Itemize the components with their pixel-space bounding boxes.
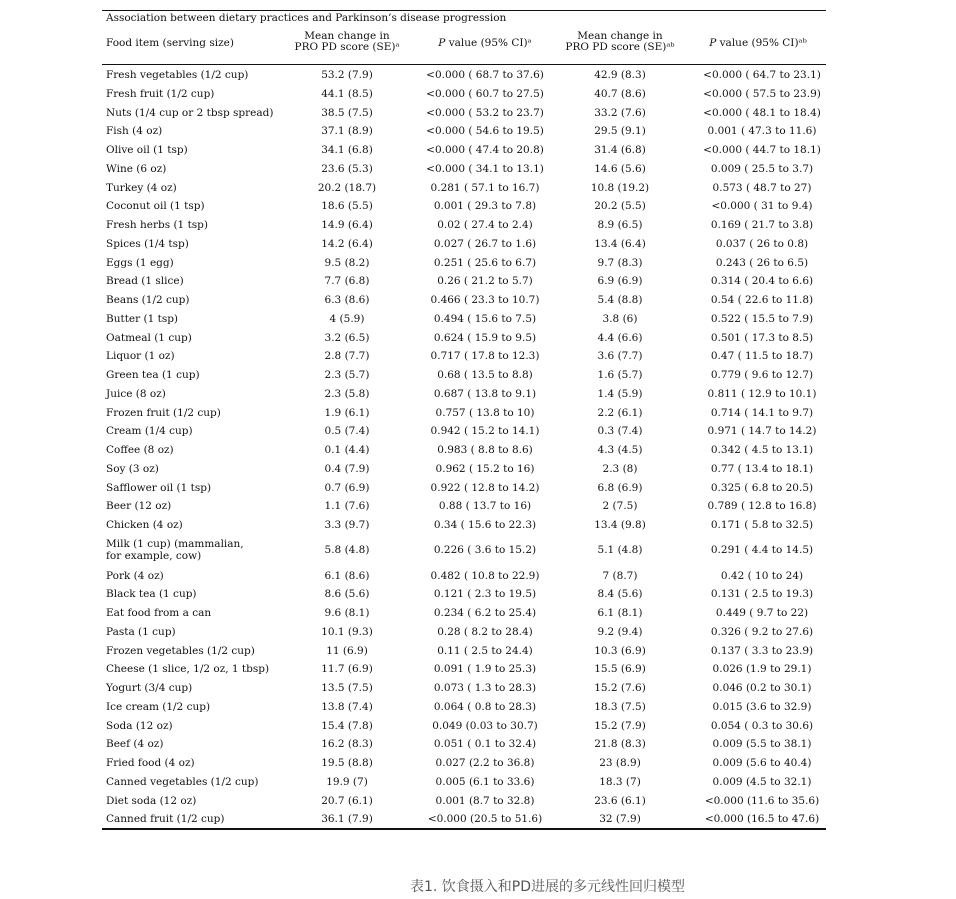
mean-change-adjusted-cell: 10.3 (6.9): [594, 644, 646, 657]
table-row: [102, 589, 826, 607]
p-value-cell: 0.28 ( 8.2 to 28.4): [437, 625, 533, 638]
table-row: [102, 777, 826, 795]
p-value-adjusted-cell: 0.137 ( 3.3 to 23.9): [710, 644, 814, 657]
table-row: [102, 126, 826, 144]
table-row: [102, 608, 826, 626]
mean-change-cell: 19.5 (8.8): [321, 757, 373, 769]
food-cell: Fish (4 oz): [106, 125, 163, 138]
p-value-cell: 0.02 ( 27.4 to 2.4): [437, 219, 533, 231]
table-row: [102, 239, 826, 257]
mean-change-cell: 1.1 (7.6): [324, 500, 370, 513]
p-value-adjusted-cell: 0.573 ( 48.7 to 27): [712, 181, 812, 194]
food-cell: Cheese (1 slice, 1/2 oz, 1 tbsp): [106, 663, 270, 676]
p-value-adjusted-cell: 0.326 ( 9.2 to 27.6): [710, 625, 814, 638]
mean-change-adjusted-cell: 5.4 (8.8): [597, 294, 643, 306]
food-cell: Beef (4 oz): [106, 738, 164, 751]
food-cell: Soy (3 oz): [106, 462, 159, 475]
p-value-adjusted-cell: 0.243 ( 26 to 6.5): [715, 256, 809, 269]
table-row: [102, 145, 826, 163]
food-cell: Pasta (1 cup): [106, 625, 176, 638]
table-row: [102, 683, 826, 701]
table-row: [102, 483, 826, 501]
p-value-cell: 0.922 ( 12.8 to 14.2): [430, 481, 540, 494]
food-cell: Pork (4 oz): [106, 569, 164, 582]
p-value-cell: 0.26 ( 21.2 to 5.7): [437, 275, 533, 288]
header-mean-change-1-line1: Mean change in: [304, 30, 390, 42]
mean-change-adjusted-cell: 2.2 (6.1): [597, 406, 643, 419]
food-cell: Spices (1/4 tsp): [106, 237, 189, 250]
table-row: [102, 89, 826, 107]
food-cell: Yogurt (3/4 cup): [106, 682, 193, 694]
p-value-adjusted-cell: 0.015 (3.6 to 32.9): [712, 700, 812, 713]
food-cell: Fried food (4 oz): [106, 757, 195, 769]
mean-change-cell: 20.2 (18.7): [317, 181, 377, 194]
p-value-adjusted-cell: 0.046 (0.2 to 30.1): [712, 682, 812, 694]
table-row: [102, 276, 826, 294]
p-value-cell: 0.121 ( 2.3 to 19.5): [433, 588, 537, 601]
p-value-adjusted-cell: 0.009 (5.5 to 38.1): [712, 738, 812, 751]
mean-change-cell: 6.3 (8.6): [324, 294, 370, 306]
table-top-rule: [102, 10, 826, 11]
table-header-rule: [102, 64, 826, 65]
p-value-adjusted-cell: 0.009 (4.5 to 32.1): [712, 775, 812, 788]
mean-change-cell: 4 (5.9): [329, 312, 365, 325]
header-mean-change-2-line2: PRO PD score (SE)ᵃᵇ: [565, 41, 675, 53]
food-cell: Cream (1/4 cup): [106, 425, 193, 438]
food-cell: Green tea (1 cup): [106, 369, 200, 381]
mean-change-cell: 19.9 (7): [326, 775, 368, 788]
table-row: [102, 426, 826, 444]
mean-change-adjusted-cell: 3.8 (6): [602, 312, 638, 325]
food-cell: Fresh fruit (1/2 cup): [106, 87, 215, 100]
table-row: [102, 520, 826, 538]
food-cell: Frozen fruit (1/2 cup): [106, 406, 221, 419]
food-cell: Frozen vegetables (1/2 cup): [106, 644, 255, 657]
food-cell: Fresh vegetables (1/2 cup): [106, 69, 249, 81]
food-cell: Eggs (1 egg): [106, 256, 174, 269]
p-value-cell: 0.687 ( 13.8 to 9.1): [433, 387, 537, 400]
mean-change-cell: 3.2 (6.5): [324, 331, 370, 344]
mean-change-adjusted-cell: 32 (7.9): [599, 813, 641, 826]
food-cell: Soda (12 oz): [106, 719, 173, 732]
table-row: [102, 258, 826, 276]
p-value-adjusted-cell: 0.522 ( 15.5 to 7.9): [710, 312, 814, 325]
table-row: [102, 702, 826, 720]
mean-change-cell: 14.2 (6.4): [321, 237, 373, 250]
mean-change-cell: 5.8 (4.8): [324, 543, 370, 556]
p-value-adjusted-cell: 0.501 ( 17.3 to 8.5): [710, 331, 814, 344]
food-cell: Liquor (1 oz): [106, 350, 175, 363]
mean-change-adjusted-cell: 18.3 (7.5): [594, 700, 646, 713]
mean-change-adjusted-cell: 15.2 (7.6): [594, 682, 646, 694]
mean-change-cell: 2.3 (5.8): [324, 387, 370, 400]
table-row: [102, 739, 826, 757]
table-caption: 表1. 饮食摄入和PD进展的多元线性回归模型: [410, 879, 686, 895]
mean-change-cell: 6.1 (8.6): [324, 569, 370, 582]
table-row: [102, 295, 826, 313]
mean-change-adjusted-cell: 33.2 (7.6): [594, 106, 646, 119]
p-value-adjusted-cell: <0.000 ( 44.7 to 18.1): [703, 144, 821, 156]
mean-change-cell: 9.6 (8.1): [324, 607, 370, 619]
mean-change-adjusted-cell: 14.6 (5.6): [594, 162, 646, 175]
mean-change-cell: 0.5 (7.4): [324, 425, 370, 438]
food-cell: Diet soda (12 oz): [106, 794, 197, 807]
mean-change-cell: 37.1 (8.9): [321, 125, 373, 138]
table-row: [102, 408, 826, 426]
table-row: [102, 314, 826, 332]
header-p-value-2: [698, 38, 818, 49]
p-value-cell: 0.68 ( 13.5 to 8.8): [437, 369, 533, 381]
food-cell: Wine (6 oz): [106, 162, 167, 175]
header-p-letter-2: P: [709, 37, 717, 49]
p-value-cell: 0.234 ( 6.2 to 25.4): [433, 607, 537, 619]
header-mean-change-2-line1: Mean change in: [577, 30, 663, 42]
mean-change-adjusted-cell: 18.3 (7): [599, 775, 641, 788]
p-value-adjusted-cell: <0.000 (16.5 to 47.6): [704, 813, 820, 826]
mean-change-cell: 8.6 (5.6): [324, 588, 370, 601]
table-row: [102, 370, 826, 388]
p-value-cell: 0.051 ( 0.1 to 32.4): [433, 738, 537, 751]
table-row: [102, 164, 826, 182]
p-value-cell: 0.11 ( 2.5 to 24.4): [437, 644, 533, 657]
p-value-adjusted-cell: 0.001 ( 47.3 to 11.6): [707, 125, 817, 138]
mean-change-adjusted-cell: 8.4 (5.6): [597, 588, 643, 601]
mean-change-adjusted-cell: 42.9 (8.3): [594, 69, 646, 81]
mean-change-adjusted-cell: 9.2 (9.4): [597, 625, 643, 638]
table-row: [102, 351, 826, 369]
table-row: [102, 537, 826, 562]
p-value-adjusted-cell: <0.000 (11.6 to 35.6): [704, 794, 820, 807]
mean-change-cell: 7.7 (6.8): [324, 275, 370, 288]
table-row: [102, 501, 826, 519]
p-value-cell: 0.027 (2.2 to 36.8): [435, 757, 535, 769]
mean-change-cell: 15.4 (7.8): [321, 719, 373, 732]
mean-change-cell: 34.1 (6.8): [321, 144, 373, 156]
p-value-cell: 0.091 ( 1.9 to 25.3): [433, 663, 537, 676]
p-value-adjusted-cell: 0.714 ( 14.1 to 9.7): [710, 406, 814, 419]
food-cell: Ice cream (1/2 cup): [106, 700, 211, 713]
mean-change-adjusted-cell: 1.4 (5.9): [597, 387, 643, 400]
food-cell: Oatmeal (1 cup): [106, 331, 192, 344]
mean-change-adjusted-cell: 31.4 (6.8): [594, 144, 646, 156]
p-value-adjusted-cell: 0.342 ( 4.5 to 13.1): [710, 444, 814, 456]
food-cell: Bread (1 slice): [106, 275, 184, 288]
p-value-cell: 0.049 (0.03 to 30.7): [432, 719, 538, 732]
table-row: [102, 571, 826, 589]
food-cell-line2: for example, cow): [106, 549, 202, 562]
table-row: [102, 201, 826, 219]
mean-change-adjusted-cell: 2.3 (8): [602, 462, 638, 475]
food-cell: Canned fruit (1/2 cup): [106, 813, 225, 826]
table-row: [102, 333, 826, 351]
p-value-cell: 0.226 ( 3.6 to 15.2): [433, 543, 537, 556]
p-value-adjusted-cell: 0.169 ( 21.7 to 3.8): [710, 219, 814, 231]
p-value-adjusted-cell: <0.000 ( 57.5 to 23.9): [703, 87, 821, 100]
header-mean-change-1-line2: PRO PD score (SE)ᵃ: [294, 41, 400, 53]
p-value-cell: 0.064 ( 0.8 to 28.3): [433, 700, 537, 713]
mean-change-cell: 1.9 (6.1): [324, 406, 370, 419]
table-row: [102, 70, 826, 88]
mean-change-cell: 0.1 (4.4): [324, 444, 370, 456]
p-value-cell: <0.000 ( 68.7 to 37.6): [426, 69, 544, 81]
p-value-adjusted-cell: 0.009 ( 25.5 to 3.7): [710, 162, 814, 175]
mean-change-cell: 13.8 (7.4): [321, 700, 373, 713]
food-cell: Coconut oil (1 tsp): [106, 200, 205, 213]
mean-change-cell: 20.7 (6.1): [321, 794, 373, 807]
table-row: [102, 796, 826, 814]
mean-change-adjusted-cell: 9.7 (8.3): [597, 256, 643, 269]
p-value-adjusted-cell: 0.171 ( 5.8 to 32.5): [710, 519, 814, 531]
header-p-value-1-text: value (95% CI)ᵃ: [448, 37, 532, 49]
mean-change-adjusted-cell: 23.6 (6.1): [594, 794, 646, 807]
food-cell: Eat food from a can: [106, 607, 212, 619]
food-cell: Beans (1/2 cup): [106, 294, 190, 306]
table-row: [102, 445, 826, 463]
mean-change-cell: 10.1 (9.3): [321, 625, 373, 638]
p-value-cell: <0.000 ( 34.1 to 13.1): [426, 162, 544, 175]
header-mean-change-2: [560, 31, 680, 53]
p-value-cell: 0.983 ( 8.8 to 8.6): [437, 444, 533, 456]
table-row: [102, 646, 826, 664]
mean-change-adjusted-cell: 4.4 (6.6): [597, 331, 643, 344]
mean-change-adjusted-cell: 13.4 (6.4): [594, 237, 646, 250]
mean-change-adjusted-cell: 5.1 (4.8): [597, 543, 643, 556]
mean-change-cell: 16.2 (8.3): [321, 738, 373, 751]
p-value-cell: 0.005 (6.1 to 33.6): [435, 775, 535, 788]
mean-change-cell: 2.8 (7.7): [324, 350, 370, 363]
p-value-cell: 0.757 ( 13.8 to 10): [435, 406, 535, 419]
p-value-adjusted-cell: 0.291 ( 4.4 to 14.5): [710, 543, 814, 556]
mean-change-cell: 11.7 (6.9): [321, 663, 373, 676]
mean-change-adjusted-cell: 10.8 (19.2): [590, 181, 650, 194]
p-value-adjusted-cell: 0.42 ( 10 to 24): [720, 569, 804, 582]
p-value-adjusted-cell: 0.026 (1.9 to 29.1): [712, 663, 812, 676]
table-row: [102, 664, 826, 682]
p-value-adjusted-cell: 0.009 (5.6 to 40.4): [712, 757, 812, 769]
p-value-adjusted-cell: <0.000 ( 64.7 to 23.1): [703, 69, 821, 81]
p-value-cell: 0.962 ( 15.2 to 16): [435, 462, 535, 475]
mean-change-adjusted-cell: 21.8 (8.3): [594, 738, 646, 751]
food-cell: Milk (1 cup) (mammalian,: [106, 537, 244, 550]
food-cell: Butter (1 tsp): [106, 312, 179, 325]
p-value-adjusted-cell: 0.971 ( 14.7 to 14.2): [707, 425, 817, 438]
food-cell: Safflower oil (1 tsp): [106, 481, 212, 494]
table-row: [102, 721, 826, 739]
p-value-cell: 0.34 ( 15.6 to 22.3): [433, 519, 537, 531]
food-cell: Black tea (1 cup): [106, 588, 197, 601]
p-value-cell: <0.000 ( 60.7 to 27.5): [426, 87, 544, 100]
food-cell: Olive oil (1 tsp): [106, 144, 188, 156]
mean-change-adjusted-cell: 2 (7.5): [602, 500, 638, 513]
p-value-adjusted-cell: 0.325 ( 6.8 to 20.5): [710, 481, 814, 494]
header-mean-change-1: [287, 31, 407, 53]
p-value-cell: 0.466 ( 23.3 to 10.7): [430, 294, 540, 306]
mean-change-adjusted-cell: 13.4 (9.8): [594, 519, 646, 531]
mean-change-adjusted-cell: 6.1 (8.1): [597, 607, 643, 619]
table-row: [102, 758, 826, 776]
mean-change-cell: 0.7 (6.9): [324, 481, 370, 494]
p-value-adjusted-cell: 0.449 ( 9.7 to 22): [715, 607, 809, 619]
mean-change-cell: 13.5 (7.5): [321, 682, 373, 694]
mean-change-cell: 11 (6.9): [326, 644, 368, 657]
p-value-adjusted-cell: <0.000 ( 48.1 to 18.4): [703, 106, 821, 119]
p-value-adjusted-cell: 0.131 ( 2.5 to 19.3): [710, 588, 814, 601]
mean-change-adjusted-cell: 4.3 (4.5): [597, 444, 643, 456]
mean-change-cell: 0.4 (7.9): [324, 462, 370, 475]
p-value-cell: 0.88 ( 13.7 to 16): [438, 500, 532, 513]
table-row: [102, 108, 826, 126]
header-food-item: Food item (serving size): [106, 37, 234, 49]
p-value-cell: 0.073 ( 1.3 to 28.3): [433, 682, 537, 694]
mean-change-adjusted-cell: 15.2 (7.9): [594, 719, 646, 732]
food-cell: Nuts (1/4 cup or 2 tbsp spread): [106, 106, 274, 119]
mean-change-adjusted-cell: 1.6 (5.7): [597, 369, 643, 381]
table-row: [102, 464, 826, 482]
table-title: Association between dietary practices and Parkinson’s disease progression: [106, 12, 507, 24]
p-value-cell: <0.000 ( 54.6 to 19.5): [426, 125, 544, 138]
mean-change-cell: 14.9 (6.4): [321, 219, 373, 231]
p-value-cell: <0.000 (20.5 to 51.6): [427, 813, 543, 826]
p-value-cell: 0.027 ( 26.7 to 1.6): [433, 237, 537, 250]
p-value-adjusted-cell: 0.037 ( 26 to 0.8): [715, 237, 809, 250]
mean-change-cell: 36.1 (7.9): [321, 813, 373, 826]
mean-change-cell: 44.1 (8.5): [321, 87, 373, 100]
mean-change-cell: 23.6 (5.3): [321, 162, 373, 175]
food-cell: Canned vegetables (1/2 cup): [106, 775, 259, 788]
p-value-adjusted-cell: 0.789 ( 12.8 to 16.8): [707, 500, 817, 513]
p-value-cell: 0.482 ( 10.8 to 22.9): [430, 569, 540, 582]
mean-change-adjusted-cell: 23 (8.9): [599, 757, 641, 769]
p-value-cell: 0.251 ( 25.6 to 6.7): [433, 256, 537, 269]
header-p-value-2-text: value (95% CI)ᵃᵇ: [719, 37, 807, 49]
p-value-cell: 0.281 ( 57.1 to 16.7): [430, 181, 540, 194]
mean-change-adjusted-cell: 7 (8.7): [602, 569, 638, 582]
mean-change-cell: 18.6 (5.5): [321, 200, 373, 213]
p-value-cell: 0.942 ( 15.2 to 14.1): [430, 425, 540, 438]
p-value-adjusted-cell: 0.054 ( 0.3 to 30.6): [710, 719, 814, 732]
food-cell: Fresh herbs (1 tsp): [106, 219, 208, 231]
mean-change-cell: 53.2 (7.9): [321, 69, 373, 81]
mean-change-adjusted-cell: 20.2 (5.5): [594, 200, 646, 213]
table-row: [102, 627, 826, 645]
mean-change-adjusted-cell: 40.7 (8.6): [594, 87, 646, 100]
p-value-cell: 0.624 ( 15.9 to 9.5): [433, 331, 537, 344]
mean-change-adjusted-cell: 15.5 (6.9): [594, 663, 646, 676]
mean-change-cell: 9.5 (8.2): [324, 256, 370, 269]
mean-change-adjusted-cell: 8.9 (6.5): [597, 219, 643, 231]
mean-change-cell: 3.3 (9.7): [324, 519, 370, 531]
mean-change-adjusted-cell: 3.6 (7.7): [597, 350, 643, 363]
p-value-cell: 0.001 ( 29.3 to 7.8): [433, 200, 537, 213]
mean-change-adjusted-cell: 0.3 (7.4): [597, 425, 643, 438]
mean-change-adjusted-cell: 6.9 (6.9): [597, 275, 643, 288]
food-cell: Chicken (4 oz): [106, 519, 183, 531]
p-value-adjusted-cell: 0.314 ( 20.4 to 6.6): [710, 275, 814, 288]
p-value-cell: 0.494 ( 15.6 to 7.5): [433, 312, 537, 325]
header-p-value-1: [430, 38, 540, 49]
p-value-adjusted-cell: <0.000 ( 31 to 9.4): [711, 200, 813, 213]
food-cell: Turkey (4 oz): [106, 181, 177, 194]
p-value-adjusted-cell: 0.77 ( 13.4 to 18.1): [710, 462, 814, 475]
table-bottom-rule: [102, 828, 826, 830]
p-value-adjusted-cell: 0.779 ( 9.6 to 12.7): [710, 369, 814, 381]
p-value-cell: 0.001 (8.7 to 32.8): [435, 794, 535, 807]
mean-change-adjusted-cell: 29.5 (9.1): [594, 125, 646, 138]
table-row: [102, 220, 826, 238]
header-p-letter-1: P: [438, 37, 446, 49]
table-row: [102, 183, 826, 201]
p-value-cell: <0.000 ( 53.2 to 23.7): [426, 106, 544, 119]
p-value-cell: 0.717 ( 17.8 to 12.3): [430, 350, 540, 363]
food-cell: Beer (12 oz): [106, 500, 172, 513]
p-value-adjusted-cell: 0.811 ( 12.9 to 10.1): [707, 387, 817, 400]
food-cell: Juice (8 oz): [106, 387, 166, 400]
mean-change-cell: 2.3 (5.7): [324, 369, 370, 381]
mean-change-adjusted-cell: 6.8 (6.9): [597, 481, 643, 494]
p-value-cell: <0.000 ( 47.4 to 20.8): [426, 144, 544, 156]
p-value-adjusted-cell: 0.54 ( 22.6 to 11.8): [710, 294, 814, 306]
p-value-adjusted-cell: 0.47 ( 11.5 to 18.7): [710, 350, 814, 363]
mean-change-cell: 38.5 (7.5): [321, 106, 373, 119]
table-row: [102, 389, 826, 407]
food-cell: Coffee (8 oz): [106, 444, 174, 456]
